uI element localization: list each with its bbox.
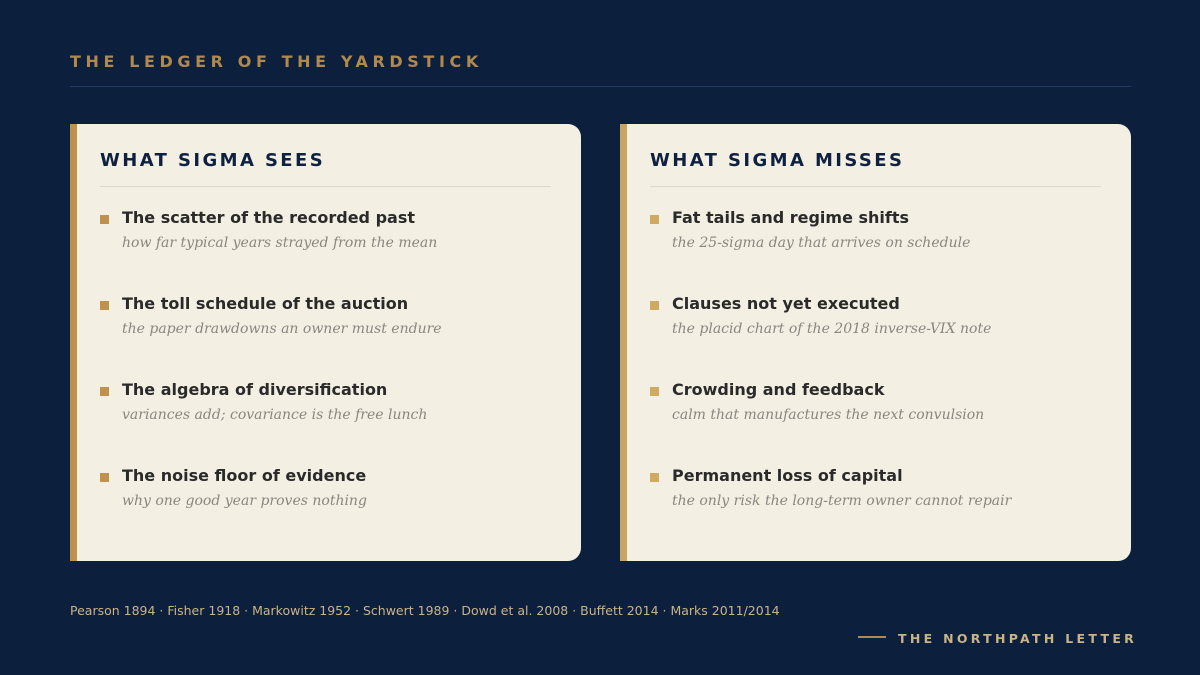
square-bullet-icon bbox=[100, 387, 109, 396]
list-item bbox=[100, 466, 570, 552]
item-subtitle: how far typical years strayed from the mean bbox=[122, 235, 438, 251]
item-subtitle: the only risk the long-term owner cannot repair bbox=[672, 493, 1012, 509]
list-item bbox=[100, 380, 570, 466]
list-item bbox=[100, 294, 570, 380]
list-item bbox=[650, 294, 1120, 380]
page-title: THE LEDGER OF THE YARDSTICK bbox=[70, 52, 483, 71]
item-title: Permanent loss of capital bbox=[672, 466, 903, 485]
item-subtitle: variances add; covariance is the free lunch bbox=[122, 407, 428, 423]
square-bullet-icon bbox=[100, 301, 109, 310]
square-bullet-icon bbox=[100, 215, 109, 224]
item-subtitle: calm that manufactures the next convulsion bbox=[672, 407, 985, 423]
square-bullet-icon bbox=[650, 301, 659, 310]
square-bullet-icon bbox=[100, 473, 109, 482]
item-list bbox=[100, 208, 570, 552]
item-title: The algebra of diversification bbox=[122, 380, 388, 399]
item-title: The noise floor of evidence bbox=[122, 466, 367, 485]
square-bullet-icon bbox=[650, 473, 659, 482]
item-title: The scatter of the recorded past bbox=[122, 208, 415, 227]
item-title: Clauses not yet executed bbox=[672, 294, 900, 313]
square-bullet-icon bbox=[650, 387, 659, 396]
brand-divider bbox=[858, 636, 886, 638]
card-title: WHAT SIGMA SEES bbox=[100, 150, 326, 171]
item-subtitle: the placid chart of the 2018 inverse-VIX note bbox=[672, 321, 992, 337]
square-bullet-icon bbox=[650, 215, 659, 224]
brand-name: THE NORTHPATH LETTER bbox=[898, 631, 1138, 646]
item-subtitle: the paper drawdowns an owner must endure bbox=[122, 321, 442, 337]
item-title: Fat tails and regime shifts bbox=[672, 208, 910, 227]
item-title: Crowding and feedback bbox=[672, 380, 885, 399]
item-list bbox=[650, 208, 1120, 552]
item-subtitle: why one good year proves nothing bbox=[122, 493, 367, 509]
header-divider bbox=[70, 86, 1131, 87]
list-item bbox=[650, 380, 1120, 466]
item-title: The toll schedule of the auction bbox=[122, 294, 409, 313]
citations: Pearson 1894 · Fisher 1918 · Markowitz 1952 · Schwert 1989 · Dowd et al. 2008 · Buffett 2014 · Marks 2011/2014 bbox=[70, 603, 780, 618]
item-subtitle: the 25-sigma day that arrives on schedule bbox=[672, 235, 971, 251]
card-divider bbox=[100, 186, 551, 187]
list-item bbox=[100, 208, 570, 294]
list-item bbox=[650, 208, 1120, 294]
card-what-sigma-sees bbox=[70, 124, 581, 561]
card-title: WHAT SIGMA MISSES bbox=[650, 150, 905, 171]
card-what-sigma-misses bbox=[620, 124, 1131, 561]
card-divider bbox=[650, 186, 1101, 187]
list-item bbox=[650, 466, 1120, 552]
